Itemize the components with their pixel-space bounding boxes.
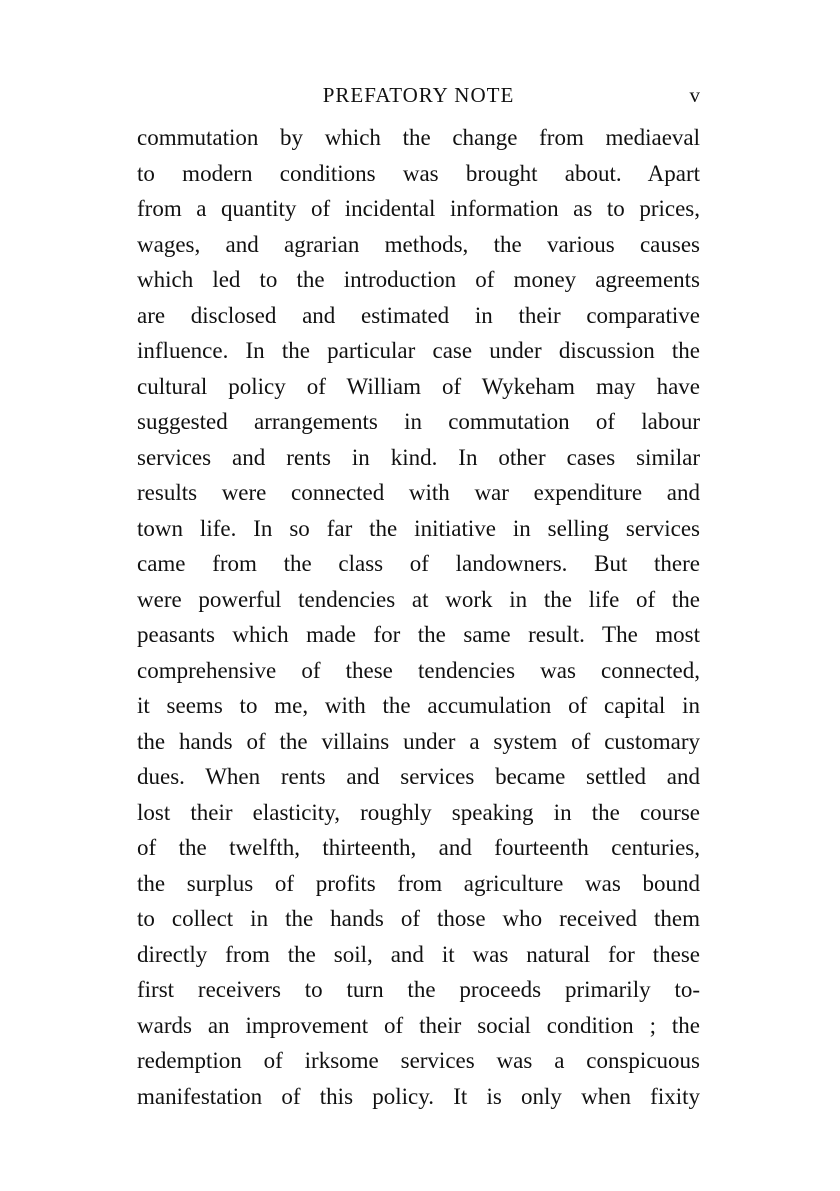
text-line: directly from the soil, and it was natural for these bbox=[137, 941, 700, 967]
text-line: it seems to me, with the accumulation of capital in bbox=[137, 693, 700, 718]
text-line: from a quantity of incidental information as to prices, bbox=[137, 196, 700, 221]
text-line: cultural policy of William of Wykeham may have bbox=[137, 373, 700, 399]
text-line: the surplus of profits from agriculture was bound bbox=[137, 870, 700, 896]
text-line: comprehensive of these tendencies was connected, bbox=[137, 657, 700, 683]
text-line: services and rents in kind. In other cases similar bbox=[137, 444, 700, 470]
text-line: suggested arrangements in commutation of labour bbox=[137, 409, 700, 434]
text-line: influence. In the particular case under discussion the bbox=[137, 338, 700, 363]
text-line: results were connected with war expenditure and bbox=[137, 480, 700, 505]
text-line: are disclosed and estimated in their comparative bbox=[137, 302, 700, 328]
text-line: peasants which made for the same result. The most bbox=[137, 622, 700, 647]
text-line: to collect in the hands of those who received them bbox=[137, 906, 700, 931]
text-line: which led to the introduction of money agreements bbox=[137, 267, 700, 292]
text-line: dues. When rents and services became settled and bbox=[137, 764, 700, 789]
text-line: town life. In so far the initiative in selling services bbox=[137, 515, 700, 541]
text-line: wages, and agrarian methods, the various causes bbox=[137, 231, 700, 257]
running-head bbox=[137, 80, 700, 110]
text-line: came from the class of landowners. But there bbox=[137, 551, 700, 576]
text-line: to modern conditions was brought about. Apart bbox=[137, 160, 700, 186]
text-line: commutation by which the change from mediaeval bbox=[137, 125, 700, 150]
text-line: the hands of the villains under a system of customary bbox=[137, 728, 700, 754]
text-line: of the twelfth, thirteenth, and fourteenth centuries, bbox=[137, 835, 700, 860]
body-text bbox=[137, 120, 700, 1114]
text-line: wards an improvement of their social condition ; the bbox=[137, 1012, 700, 1038]
text-line: lost their elasticity, roughly speaking in the course bbox=[137, 799, 700, 825]
text-line: redemption of irksome services was a conspicuous bbox=[137, 1048, 700, 1073]
text-line: manifestation of this policy. It is only when fixity bbox=[137, 1083, 700, 1109]
page-number: v bbox=[689, 83, 700, 107]
running-title: PREFATORY NOTE bbox=[322, 83, 515, 107]
text-line: first receivers to turn the proceeds primarily to- bbox=[137, 977, 700, 1002]
text-line: were powerful tendencies at work in the life of the bbox=[137, 586, 700, 612]
